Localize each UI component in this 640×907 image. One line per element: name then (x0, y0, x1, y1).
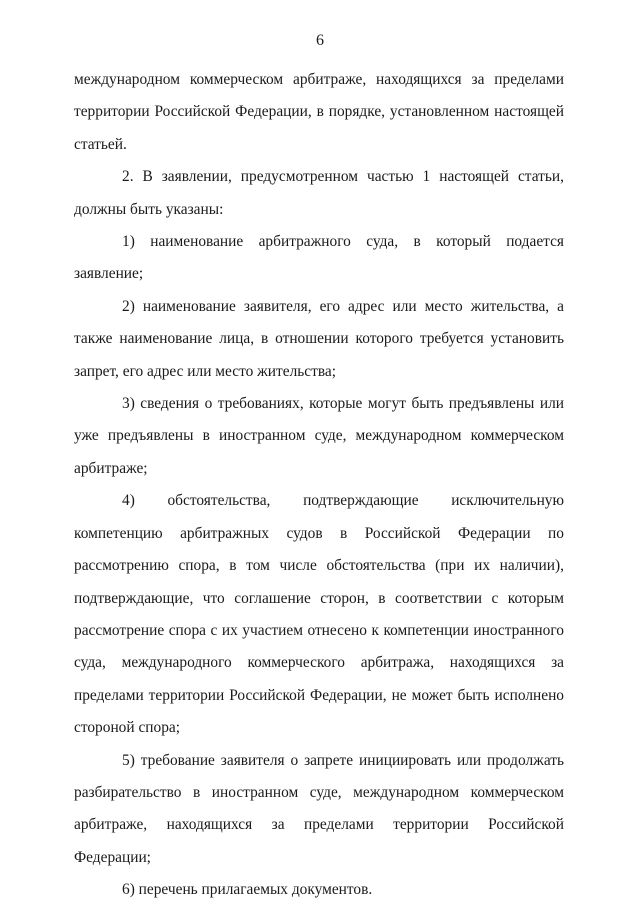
paragraph-item-2: 2) наименование заявителя, его адрес или место жительства, а также наименование лица, в отношении которого требуется установить запрет, его адрес или место жительства; (74, 297, 564, 380)
paragraph-item-5: 5) требование заявителя о запрете инициировать или продолжать разбирательство в иностранном суде, международном коммерческом арбитраже, находящихся за пределами территории Российской Федерации; (74, 751, 564, 866)
paragraph-item-1: 1) наименование арбитражного суда, в который подается заявление; (74, 233, 564, 283)
paragraph-item-6: 6) перечень прилагаемых документов. (122, 881, 373, 899)
paragraph-item-3: 3) сведения о требованиях, которые могут быть предъявлены или уже предъявлены в иностранном суде, международном коммерческом арбитраже; (74, 395, 564, 477)
page-number: 6 (316, 32, 324, 49)
document-body (74, 64, 564, 907)
paragraph-item-4: 4) обстоятельства, подтверждающие исключительную компетенцию арбитражных судов в Российской Федерации по рассмотрению спора, в том числе обстоятельства (при их наличии), подтверждающие, что соглашение сторон, в соответствии с которым рассмотрение спора с их участием отнесено к компетенции иностранного суда, международного коммерческого арбитража, находящихся за пределами территории Российской Федерации, не может быть исполнено стороной спора; (74, 492, 564, 737)
paragraph-continuation: международном коммерческом арбитраже, находящихся за пределами территории Российской Федерации, в порядке, установленном настоящей статьей. (74, 71, 564, 153)
paragraph-part-2: 2. В заявлении, предусмотренном частью 1 настоящей статьи, должны быть указаны: (74, 168, 564, 218)
